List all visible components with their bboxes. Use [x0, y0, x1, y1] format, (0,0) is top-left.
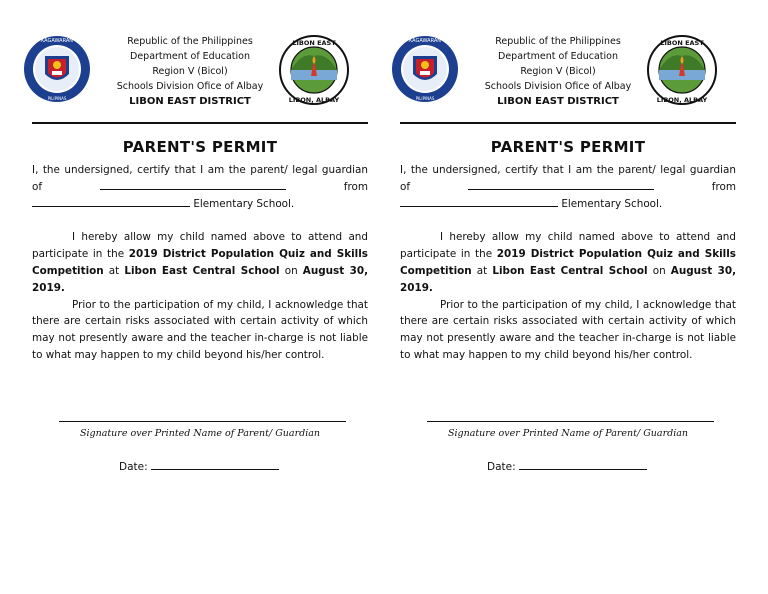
date-field	[487, 459, 647, 473]
date-label: Date:	[119, 461, 148, 473]
permit-left	[32, 0, 368, 594]
permit-body	[400, 162, 736, 364]
signature-line[interactable]	[427, 421, 714, 422]
permit-body	[32, 162, 368, 364]
republic-line: Republic of the Philippines	[127, 36, 253, 47]
acknowledge-paragraph: Prior to the participation of my child, I acknowledge that there are certain risks associated with certain activity of which may not presently aware and the teacher in-charge is not liable to what may happen to my child beyond his/her control.	[400, 298, 736, 361]
certify-paragraph: I, the undersigned, certify that I am the parent/ legal guardian of from Elementary School.	[32, 164, 368, 210]
region-line: Region V (Bicol)	[520, 66, 596, 77]
deped-seal-icon	[22, 34, 92, 104]
certify-paragraph: I, the undersigned, certify that I am the parent/ legal guardian of from Elementary School.	[400, 164, 736, 210]
child-name-blank[interactable]	[100, 179, 286, 190]
region-line: Region V (Bicol)	[152, 66, 228, 77]
district-line: LIBON EAST DISTRICT	[129, 96, 251, 107]
date-label: Date:	[487, 461, 516, 473]
allow-paragraph: I hereby allow my child named above to attend and participate in the 2019 District Population Quiz and Skills Competition at Libon East Central School on August 30, 2019.	[32, 231, 369, 294]
svg-text:KAGAWARAN: KAGAWARAN	[408, 38, 442, 44]
school-blank[interactable]	[32, 196, 190, 207]
header-divider	[32, 122, 368, 124]
district-seal-icon	[646, 34, 718, 106]
svg-text:LIBON, ALBAY: LIBON, ALBAY	[656, 96, 708, 104]
letterhead	[32, 32, 368, 112]
child-name-blank[interactable]	[468, 179, 654, 190]
school-blank[interactable]	[400, 196, 558, 207]
svg-text:PILIPINAS: PILIPINAS	[415, 96, 435, 101]
date-blank[interactable]	[519, 459, 647, 470]
acknowledge-paragraph: Prior to the participation of my child, I acknowledge that there are certain risks associated with certain activity of which may not presently aware and the teacher in-charge is not liable to what may happen to my child beyond his/her control.	[32, 298, 368, 361]
svg-text:LIBON, ALBAY: LIBON, ALBAY	[288, 96, 340, 104]
permit-title: PARENT'S PERMIT	[490, 138, 646, 156]
republic-line: Republic of the Philippines	[495, 36, 621, 47]
permit-title: PARENT'S PERMIT	[122, 138, 278, 156]
district-seal-icon	[278, 34, 350, 106]
date-field	[119, 459, 279, 473]
svg-text:KAGAWARAN: KAGAWARAN	[40, 38, 74, 44]
department-line: Department of Education	[498, 51, 618, 62]
division-line: Schools Division Ofice of Albay	[116, 81, 264, 92]
deped-seal-icon	[390, 34, 460, 104]
division-line: Schools Division Ofice of Albay	[484, 81, 632, 92]
letterhead-text	[474, 34, 642, 109]
signature-line[interactable]	[59, 421, 346, 422]
department-line: Department of Education	[130, 51, 250, 62]
date-blank[interactable]	[151, 459, 279, 470]
letterhead	[400, 32, 736, 112]
svg-text:PILIPINAS: PILIPINAS	[47, 96, 67, 101]
allow-paragraph: I hereby allow my child named above to attend and participate in the 2019 District Population Quiz and Skills Competition at Libon East Central School on August 30, 2019.	[400, 231, 737, 294]
permit-right	[400, 0, 736, 594]
district-line: LIBON EAST DISTRICT	[497, 96, 619, 107]
svg-text:LIBON EAST: LIBON EAST	[660, 39, 704, 47]
signature-caption: Signature over Printed Name of Parent/ Guardian	[79, 428, 321, 439]
header-divider	[400, 122, 736, 124]
svg-text:LIBON EAST: LIBON EAST	[292, 39, 336, 47]
signature-caption: Signature over Printed Name of Parent/ Guardian	[447, 428, 689, 439]
letterhead-text	[106, 34, 274, 109]
